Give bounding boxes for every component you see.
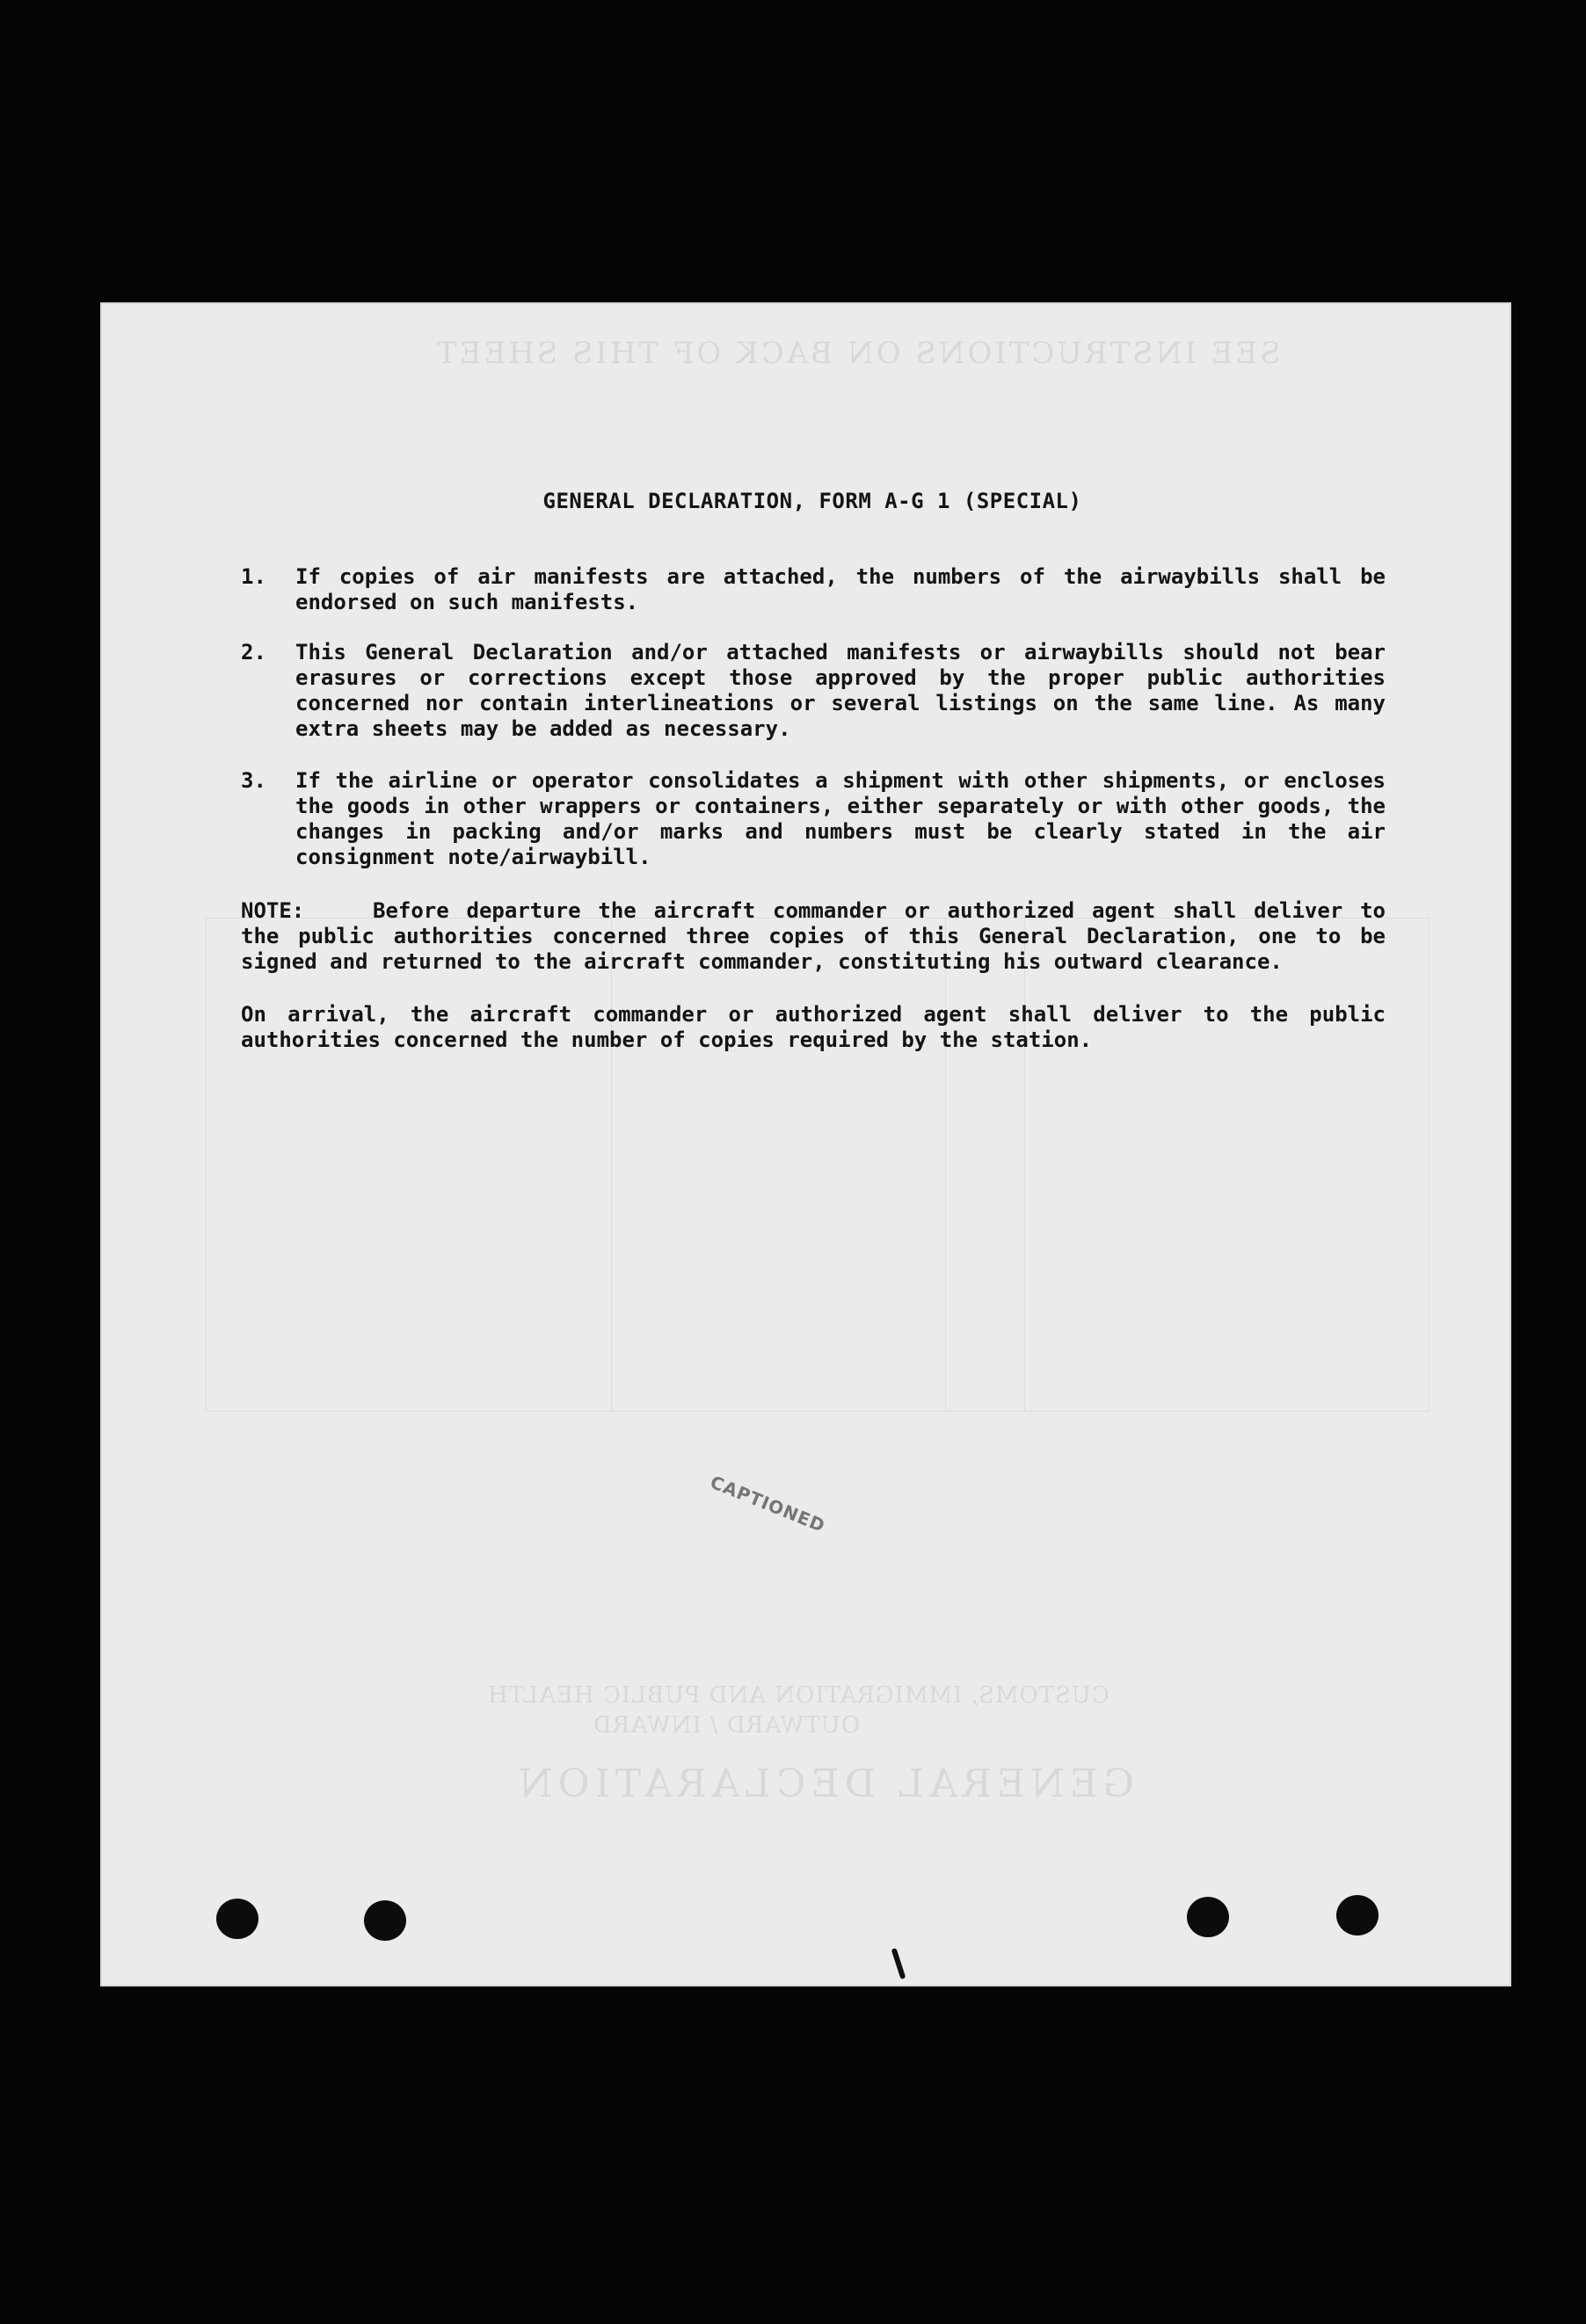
- item-text: If copies of air manifests are attached, the numbers of the airwaybills shall be endorsed on such manifests.: [295, 564, 1386, 614]
- bleed-through-column: [1024, 919, 1025, 1411]
- document-title: GENERAL DECLARATION, FORM A-G 1 (SPECIAL): [542, 489, 1082, 513]
- arrival-paragraph: On arrival, the aircraft commander or authorized agent shall deliver to the public authorities concerned the number of copies required by the station.: [241, 1002, 1386, 1052]
- ink-mark: [891, 1948, 906, 1979]
- bleed-through-top: SEE INSTRUCTIONS ON BACK OF THIS SHEET: [434, 336, 1281, 371]
- bleed-through-column: [611, 919, 612, 1411]
- document-sheet: [100, 302, 1511, 1986]
- punch-hole: [1336, 1895, 1379, 1935]
- ink-stamp: CAPTIONED: [707, 1471, 829, 1537]
- bleed-through-heading: GENERAL DECLARATION: [513, 1761, 1134, 1806]
- item-text: This General Declaration and/or attached manifests or airwaybills should not bear erasures or corrections except those approved by the proper public authorities concerned nor contain interlineations or several listings on the same line. As many extra sheets may be added as necessary.: [295, 640, 1386, 741]
- bleed-through-line2: OUTWARD / INWARD: [593, 1712, 861, 1739]
- note-paragraph: [241, 898, 1386, 975]
- bleed-through-grid: [206, 918, 1430, 1412]
- note-label: NOTE:: [241, 898, 305, 923]
- punch-hole: [364, 1900, 406, 1941]
- bleed-through-column: [945, 919, 946, 1411]
- item-text: If the airline or operator consolidates a shipment with other shipments, or encloses the goods in other wrappers or containers, either separately or with other goods, the changes in packing and/or marks and numbers must be clearly stated in the air consignment note/airwaybill.: [295, 768, 1386, 869]
- punch-hole: [216, 1899, 258, 1939]
- bleed-through-line1: CUSTOMS, IMMIGRATION AND PUBLIC HEALTH: [487, 1682, 1109, 1709]
- note-text: Before departure the aircraft commander or authorized agent shall deliver to the public authorities concerned three copies of this General Declaration, one to be signed and returned to the aircraft commander, constituting his outward clearance.: [241, 898, 1386, 974]
- punch-hole: [1187, 1897, 1229, 1937]
- item-number: 3.: [241, 768, 266, 793]
- item-number: 2.: [241, 640, 266, 665]
- item-number: 1.: [241, 564, 266, 589]
